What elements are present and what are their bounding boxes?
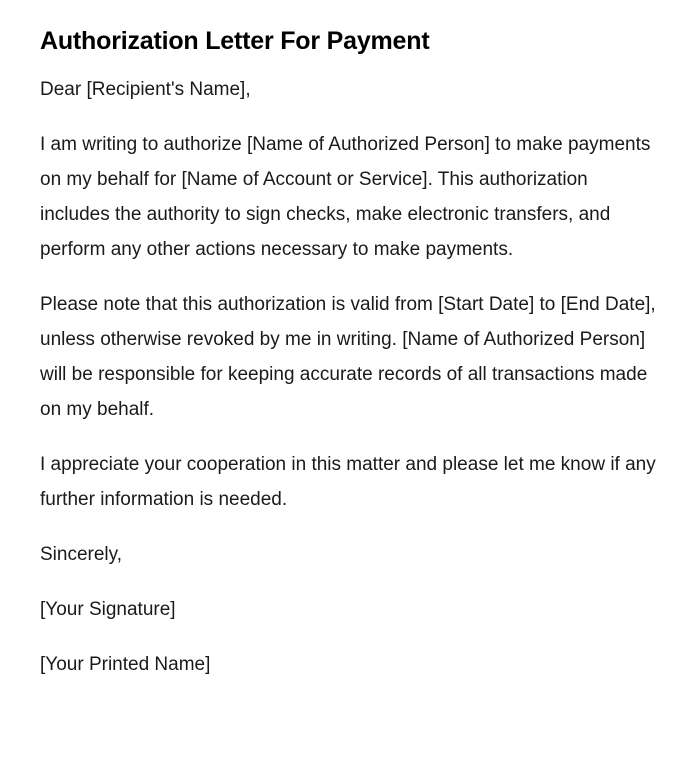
letter-signature: [Your Signature]	[40, 599, 176, 620]
letter-salutation: Dear [Recipient's Name],	[40, 79, 251, 100]
letter-paragraph-validity: Please note that this authorization is valid from [Start Date] to [End Date], unless otherwise revoked by me in writing. [Name of Authorized Person] will be responsible for keeping accurate records of all transactions made on my behalf.	[40, 294, 656, 420]
letter-printed-name: [Your Printed Name]	[40, 654, 211, 675]
letter-paragraph-authorization: I am writing to authorize [Name of Authorized Person] to make payments on my behalf for [Name of Account or Service]. This authorization includes the authority to sign checks, make electronic transfers, and perform any other actions necessary to make payments.	[40, 134, 651, 260]
letter-closing: Sincerely,	[40, 544, 123, 565]
letter-title: Authorization Letter For Payment	[40, 27, 430, 55]
letter-paragraph-appreciation: I appreciate your cooperation in this matter and please let me know if any further information is needed.	[40, 454, 656, 510]
